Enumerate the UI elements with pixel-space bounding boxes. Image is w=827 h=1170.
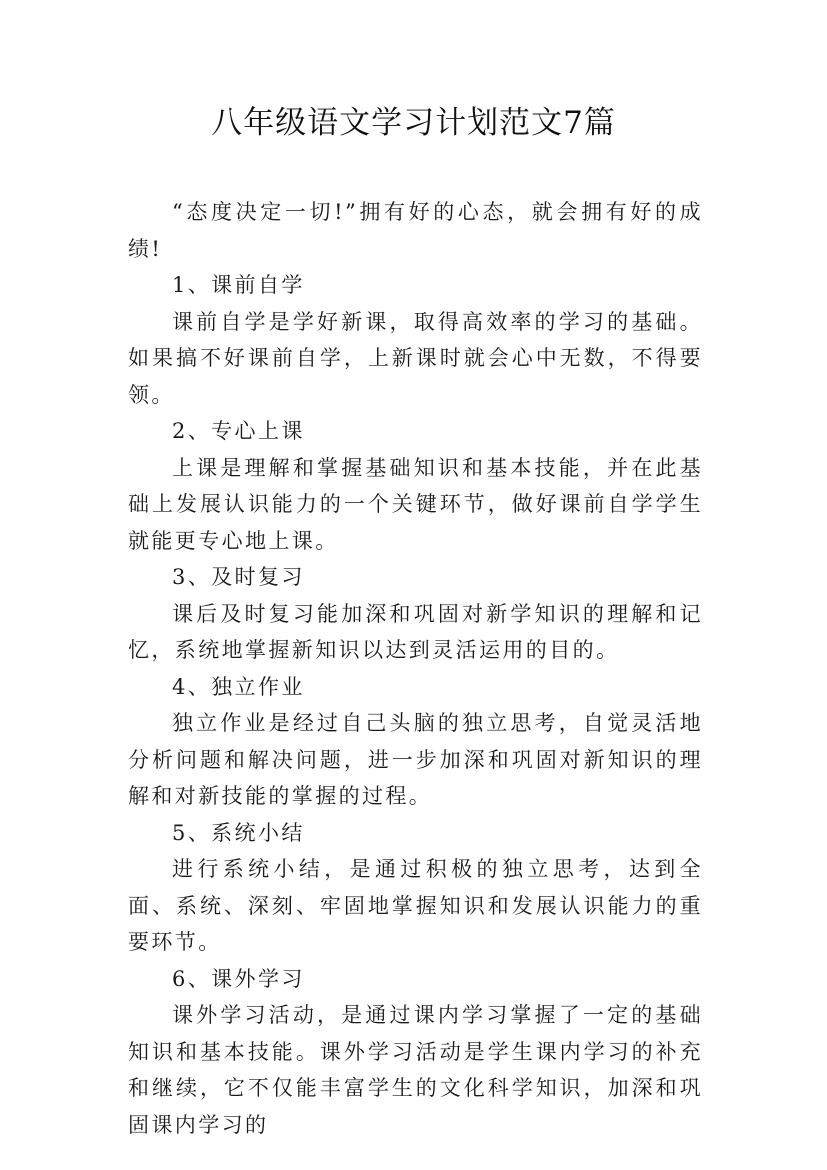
- section-paragraph-1: 课前自学是学好新课，取得高效率的学习的基础。如果搞不好课前自学，上新课时就会心中无数，不得要领。: [128, 309, 703, 407]
- section-paragraph-5: 进行系统小结，是通过积极的独立思考，达到全面、系统、深刻、牢固地掌握知识和发展认识能力的重要环节。: [128, 857, 703, 954]
- intro-paragraph: “态度决定一切!”拥有好的心态，就会拥有好的成绩!: [128, 200, 703, 261]
- section-heading-3: 3、及时复习: [172, 565, 305, 589]
- section-heading-5: 5、系统小结: [172, 820, 305, 845]
- section-heading-2: 2、专心上课: [172, 419, 305, 443]
- section-heading-4: 4、独立作业: [172, 674, 305, 699]
- section-paragraph-4: 独立作业是经过自己头脑的独立思考，自觉灵活地分析问题和解决问题，进一步加深和巩固对新知识的理解和对新技能的掌握的过程。: [128, 711, 703, 808]
- document-title: 八年级语文学习计划范文7篇: [211, 105, 616, 141]
- section-paragraph-2: 上课是理解和掌握基础知识和基本技能，并在此基础上发展认识能力的一个关键环节，做好课前自学学生就能更专心地上课。: [128, 455, 703, 553]
- section-paragraph-3: 课后及时复习能加深和巩固对新学知识的理解和记忆，系统地掌握新知识以达到灵活运用的目的。: [128, 601, 703, 662]
- section-paragraph-6: 课外学习活动，是通过课内学习掌握了一定的基础知识和基本技能。课外学习活动是学生课内学习的补充和继续，它不仅能丰富学生的文化科学知识，加深和巩固课内学习的: [128, 1003, 703, 1137]
- document-body: [128, 194, 703, 1143]
- section-heading-1: 1、课前自学: [172, 273, 305, 297]
- section-heading-6: 6、课外学习: [172, 966, 305, 991]
